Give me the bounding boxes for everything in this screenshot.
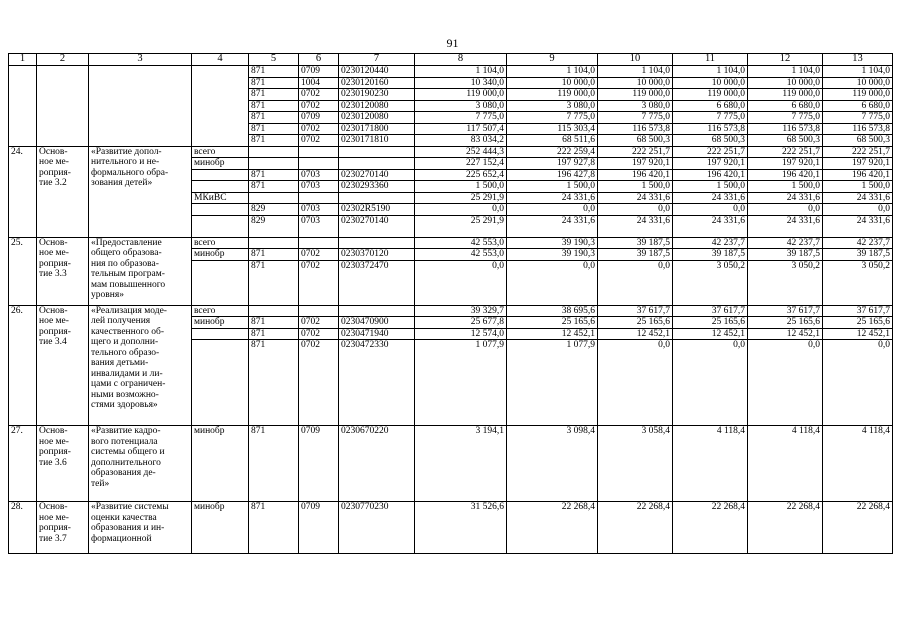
amount-cell: 116 573,8	[823, 123, 893, 135]
budget-code-cell: 871	[249, 89, 299, 101]
activity-type-cell: Основ- ное ме- роприя- тие 3.6	[37, 426, 89, 502]
amount-cell: 3 050,2	[748, 260, 823, 305]
budget-code-cell: 871	[249, 260, 299, 305]
executor-cell: всего	[192, 305, 249, 317]
amount-cell: 10 000,0	[598, 77, 673, 89]
amount-cell: 37 617,7	[748, 305, 823, 317]
amount-cell: 7 775,0	[748, 112, 823, 124]
budget-code-cell	[249, 237, 299, 249]
amount-cell: 22 268,4	[598, 502, 673, 554]
amount-cell: 24 331,6	[507, 192, 598, 204]
amount-cell: 12 574,0	[415, 328, 507, 340]
target-code-cell: 0230270140	[339, 169, 415, 181]
amount-cell: 252 444,3	[415, 146, 507, 158]
amount-cell: 222 251,7	[673, 146, 748, 158]
amount-cell: 39 190,3	[507, 249, 598, 261]
amount-cell: 25 165,6	[598, 317, 673, 329]
amount-cell: 39 187,5	[673, 249, 748, 261]
target-code-cell: 0230120080	[339, 112, 415, 124]
section-code-cell: 0702	[299, 328, 339, 340]
activity-name-cell: «Реализация моде- лей получения качественного об- щего и дополни- тельного образо- вания детьми- инвалидами и ли- цами с ограничен- ными возможно- стями здоровья»	[89, 305, 192, 426]
amount-cell: 119 000,0	[415, 89, 507, 101]
section-code-cell: 0703	[299, 215, 339, 237]
amount-cell: 1 500,0	[748, 181, 823, 193]
section-code-cell: 0703	[299, 181, 339, 193]
section-code-cell	[299, 158, 339, 170]
page-number: 91	[446, 36, 459, 50]
amount-cell: 37 617,7	[823, 305, 893, 317]
amount-cell: 25 165,6	[507, 317, 598, 329]
activity-type-cell: Основ- ное ме- роприя- тие 3.4	[37, 305, 89, 426]
amount-cell: 0,0	[415, 204, 507, 216]
target-code-cell: 0230270140	[339, 215, 415, 237]
target-code-cell: 0230370120	[339, 249, 415, 261]
header-cell: 1	[9, 54, 37, 66]
amount-cell: 25 165,6	[823, 317, 893, 329]
header-cell: 6	[299, 54, 339, 66]
section-code-cell: 1004	[299, 77, 339, 89]
amount-cell: 1 104,0	[673, 66, 748, 78]
target-code-cell: 0230471940	[339, 328, 415, 340]
header-cell: 9	[507, 54, 598, 66]
amount-cell: 3 050,2	[673, 260, 748, 305]
executor-cell	[192, 204, 249, 216]
amount-cell: 22 268,4	[823, 502, 893, 554]
section-code-cell: 0702	[299, 260, 339, 305]
amount-cell: 68 511,6	[507, 135, 598, 147]
row-number-cell	[9, 66, 37, 147]
executor-cell: минобр	[192, 426, 249, 502]
amount-cell: 0,0	[598, 260, 673, 305]
target-code-cell: 0230770230	[339, 502, 415, 554]
activity-name-cell: «Развитие допол- нительного и не- формального обра- зования детей»	[89, 146, 192, 237]
amount-cell: 0,0	[748, 204, 823, 216]
amount-cell: 0,0	[673, 340, 748, 426]
section-code-cell: 0709	[299, 112, 339, 124]
budget-code-cell: 871	[249, 328, 299, 340]
target-code-cell: 0230470900	[339, 317, 415, 329]
target-code-cell	[339, 158, 415, 170]
executor-cell: минобр	[192, 158, 249, 170]
budget-code-cell: 871	[249, 502, 299, 554]
target-code-cell: 0230190230	[339, 89, 415, 101]
activity-name-cell	[89, 66, 192, 147]
section-code-cell	[299, 146, 339, 158]
amount-cell: 1 500,0	[673, 181, 748, 193]
target-code-cell: 0230120080	[339, 100, 415, 112]
section-code-cell: 0702	[299, 249, 339, 261]
amount-cell: 7 775,0	[507, 112, 598, 124]
amount-cell: 68 500,3	[748, 135, 823, 147]
amount-cell: 38 695,6	[507, 305, 598, 317]
budget-code-cell: 871	[249, 135, 299, 147]
executor-cell	[192, 340, 249, 426]
activity-name-cell: «Развитие системы оценки качества образования и ин- формационной	[89, 502, 192, 554]
section-code-cell: 0702	[299, 123, 339, 135]
amount-cell: 10 340,0	[415, 77, 507, 89]
amount-cell: 24 331,6	[823, 215, 893, 237]
budget-code-cell	[249, 158, 299, 170]
amount-cell: 197 927,8	[507, 158, 598, 170]
amount-cell: 68 500,3	[598, 135, 673, 147]
activity-type-cell: Основ- ное ме- роприя- тие 3.2	[37, 146, 89, 237]
executor-cell	[192, 215, 249, 237]
budget-table	[8, 53, 893, 554]
table-row	[9, 146, 893, 158]
activity-name-cell: «Предоставление общего образова- ния по образова- тельным програм- мам повышенного уровня»	[89, 237, 192, 305]
target-code-cell	[339, 192, 415, 204]
header-row	[9, 54, 893, 66]
header-cell: 8	[415, 54, 507, 66]
amount-cell: 12 452,1	[598, 328, 673, 340]
table-row	[9, 305, 893, 317]
amount-cell: 37 617,7	[598, 305, 673, 317]
budget-code-cell	[249, 305, 299, 317]
amount-cell: 24 331,6	[507, 215, 598, 237]
executor-cell	[192, 181, 249, 193]
amount-cell: 24 331,6	[748, 215, 823, 237]
executor-cell: минобр	[192, 502, 249, 554]
amount-cell: 22 268,4	[673, 502, 748, 554]
budget-code-cell	[249, 192, 299, 204]
amount-cell: 225 652,4	[415, 169, 507, 181]
target-code-cell: 0230120440	[339, 66, 415, 78]
table-row	[9, 66, 893, 78]
target-code-cell: 0230171810	[339, 135, 415, 147]
amount-cell: 1 077,9	[507, 340, 598, 426]
amount-cell: 10 000,0	[748, 77, 823, 89]
executor-cell: минобр	[192, 317, 249, 329]
budget-code-cell: 871	[249, 340, 299, 426]
amount-cell: 68 500,3	[673, 135, 748, 147]
executor-cell: всего	[192, 146, 249, 158]
amount-cell: 1 500,0	[598, 181, 673, 193]
budget-code-cell: 871	[249, 123, 299, 135]
target-code-cell: 0230372470	[339, 260, 415, 305]
section-code-cell: 0703	[299, 169, 339, 181]
amount-cell: 119 000,0	[823, 89, 893, 101]
amount-cell: 25 291,9	[415, 215, 507, 237]
amount-cell: 4 118,4	[823, 426, 893, 502]
amount-cell: 39 187,5	[598, 237, 673, 249]
amount-cell: 1 077,9	[415, 340, 507, 426]
amount-cell: 0,0	[748, 340, 823, 426]
amount-cell: 22 268,4	[748, 502, 823, 554]
amount-cell: 6 680,0	[823, 100, 893, 112]
amount-cell: 0,0	[598, 340, 673, 426]
target-code-cell: 0230171800	[339, 123, 415, 135]
amount-cell: 3 098,4	[507, 426, 598, 502]
section-code-cell	[299, 305, 339, 317]
amount-cell: 119 000,0	[748, 89, 823, 101]
section-code-cell	[299, 237, 339, 249]
table-row	[9, 237, 893, 249]
table-row	[9, 502, 893, 554]
amount-cell: 22 268,4	[507, 502, 598, 554]
amount-cell: 119 000,0	[673, 89, 748, 101]
executor-cell	[192, 260, 249, 305]
executor-cell	[192, 66, 249, 147]
amount-cell: 42 237,7	[748, 237, 823, 249]
budget-code-cell: 871	[249, 317, 299, 329]
section-code-cell	[299, 192, 339, 204]
amount-cell: 116 573,8	[748, 123, 823, 135]
amount-cell: 197 920,1	[748, 158, 823, 170]
section-code-cell: 0702	[299, 89, 339, 101]
amount-cell: 24 331,6	[673, 215, 748, 237]
amount-cell: 42 553,0	[415, 249, 507, 261]
amount-cell: 7 775,0	[598, 112, 673, 124]
section-code-cell: 0709	[299, 66, 339, 78]
amount-cell: 1 500,0	[823, 181, 893, 193]
amount-cell: 39 187,5	[598, 249, 673, 261]
activity-type-cell: Основ- ное ме- роприя- тие 3.3	[37, 237, 89, 305]
amount-cell: 196 427,8	[507, 169, 598, 181]
budget-code-cell: 871	[249, 66, 299, 78]
section-code-cell: 0702	[299, 135, 339, 147]
amount-cell: 0,0	[507, 204, 598, 216]
budget-code-cell: 871	[249, 249, 299, 261]
budget-code-cell: 871	[249, 100, 299, 112]
header-cell: 7	[339, 54, 415, 66]
amount-cell: 10 000,0	[823, 77, 893, 89]
header-cell: 4	[192, 54, 249, 66]
header-cell: 12	[748, 54, 823, 66]
executor-cell	[192, 169, 249, 181]
amount-cell: 24 331,6	[598, 215, 673, 237]
amount-cell: 24 331,6	[823, 192, 893, 204]
row-number-cell: 26.	[9, 305, 37, 426]
executor-cell	[192, 328, 249, 340]
row-number-cell: 25.	[9, 237, 37, 305]
activity-name-cell: «Развитие кадро- вого потенциала системы общего и дополнительного образования де- тей»	[89, 426, 192, 502]
amount-cell: 39 187,5	[823, 249, 893, 261]
amount-cell: 3 080,0	[598, 100, 673, 112]
amount-cell: 37 617,7	[673, 305, 748, 317]
amount-cell: 7 775,0	[823, 112, 893, 124]
amount-cell: 39 190,3	[507, 237, 598, 249]
amount-cell: 4 118,4	[673, 426, 748, 502]
activity-type-cell: Основ- ное ме- роприя- тие 3.7	[37, 502, 89, 554]
amount-cell: 115 303,4	[507, 123, 598, 135]
amount-cell: 68 500,3	[823, 135, 893, 147]
header-cell: 3	[89, 54, 192, 66]
amount-cell: 25 291,9	[415, 192, 507, 204]
budget-code-cell: 871	[249, 181, 299, 193]
target-code-cell	[339, 146, 415, 158]
amount-cell: 222 259,4	[507, 146, 598, 158]
header-cell: 13	[823, 54, 893, 66]
amount-cell: 12 452,1	[823, 328, 893, 340]
executor-cell: всего	[192, 237, 249, 249]
row-number-cell: 28.	[9, 502, 37, 554]
amount-cell: 83 034,2	[415, 135, 507, 147]
amount-cell: 116 573,8	[598, 123, 673, 135]
amount-cell: 0,0	[598, 204, 673, 216]
target-code-cell: 0230472330	[339, 340, 415, 426]
amount-cell: 222 251,7	[598, 146, 673, 158]
budget-code-cell	[249, 146, 299, 158]
table-row	[9, 426, 893, 502]
amount-cell: 1 500,0	[415, 181, 507, 193]
amount-cell: 1 104,0	[507, 66, 598, 78]
amount-cell: 6 680,0	[748, 100, 823, 112]
amount-cell: 119 000,0	[507, 89, 598, 101]
amount-cell: 42 237,7	[823, 237, 893, 249]
section-code-cell: 0702	[299, 340, 339, 426]
amount-cell: 1 104,0	[823, 66, 893, 78]
budget-code-cell: 871	[249, 112, 299, 124]
section-code-cell: 0702	[299, 317, 339, 329]
amount-cell: 24 331,6	[598, 192, 673, 204]
amount-cell: 12 452,1	[507, 328, 598, 340]
header-cell: 5	[249, 54, 299, 66]
budget-code-cell: 829	[249, 215, 299, 237]
amount-cell: 1 500,0	[507, 181, 598, 193]
amount-cell: 0,0	[415, 260, 507, 305]
target-code-cell	[339, 305, 415, 317]
amount-cell: 24 331,6	[748, 192, 823, 204]
amount-cell: 24 331,6	[673, 192, 748, 204]
amount-cell: 42 237,7	[673, 237, 748, 249]
amount-cell: 12 452,1	[673, 328, 748, 340]
amount-cell: 0,0	[673, 204, 748, 216]
section-code-cell: 0709	[299, 426, 339, 502]
amount-cell: 222 251,7	[748, 146, 823, 158]
amount-cell: 31 526,6	[415, 502, 507, 554]
amount-cell: 0,0	[823, 204, 893, 216]
section-code-cell: 0709	[299, 502, 339, 554]
amount-cell: 222 251,7	[823, 146, 893, 158]
header-cell: 10	[598, 54, 673, 66]
activity-type-cell	[37, 66, 89, 147]
amount-cell: 227 152,4	[415, 158, 507, 170]
amount-cell: 1 104,0	[598, 66, 673, 78]
budget-code-cell: 871	[249, 169, 299, 181]
row-number-cell: 27.	[9, 426, 37, 502]
header-cell: 2	[37, 54, 89, 66]
amount-cell: 39 187,5	[748, 249, 823, 261]
amount-cell: 6 680,0	[673, 100, 748, 112]
amount-cell: 1 104,0	[748, 66, 823, 78]
executor-cell: минобр	[192, 249, 249, 261]
amount-cell: 3 050,2	[823, 260, 893, 305]
amount-cell: 25 677,8	[415, 317, 507, 329]
amount-cell: 7 775,0	[415, 112, 507, 124]
amount-cell: 10 000,0	[673, 77, 748, 89]
amount-cell: 4 118,4	[748, 426, 823, 502]
amount-cell: 42 553,0	[415, 237, 507, 249]
amount-cell: 119 000,0	[598, 89, 673, 101]
budget-code-cell: 871	[249, 77, 299, 89]
amount-cell: 116 573,8	[673, 123, 748, 135]
target-code-cell: 0230670220	[339, 426, 415, 502]
amount-cell: 25 165,6	[748, 317, 823, 329]
section-code-cell: 0702	[299, 100, 339, 112]
amount-cell: 10 000,0	[507, 77, 598, 89]
target-code-cell: 02302R5190	[339, 204, 415, 216]
amount-cell: 3 080,0	[507, 100, 598, 112]
amount-cell: 196 420,1	[823, 169, 893, 181]
target-code-cell: 0230120160	[339, 77, 415, 89]
amount-cell: 12 452,1	[748, 328, 823, 340]
amount-cell: 196 420,1	[598, 169, 673, 181]
amount-cell: 117 507,4	[415, 123, 507, 135]
amount-cell: 7 775,0	[673, 112, 748, 124]
amount-cell: 39 329,7	[415, 305, 507, 317]
target-code-cell	[339, 237, 415, 249]
amount-cell: 0,0	[507, 260, 598, 305]
amount-cell: 3 058,4	[598, 426, 673, 502]
budget-code-cell: 871	[249, 426, 299, 502]
amount-cell: 197 920,1	[823, 158, 893, 170]
amount-cell: 3 194,1	[415, 426, 507, 502]
executor-cell: МКиВС	[192, 192, 249, 204]
amount-cell: 196 420,1	[748, 169, 823, 181]
target-code-cell: 0230293360	[339, 181, 415, 193]
amount-cell: 197 920,1	[673, 158, 748, 170]
amount-cell: 25 165,6	[673, 317, 748, 329]
row-number-cell: 24.	[9, 146, 37, 237]
amount-cell: 1 104,0	[415, 66, 507, 78]
section-code-cell: 0703	[299, 204, 339, 216]
header-cell: 11	[673, 54, 748, 66]
budget-code-cell: 829	[249, 204, 299, 216]
amount-cell: 197 920,1	[598, 158, 673, 170]
amount-cell: 196 420,1	[673, 169, 748, 181]
amount-cell: 3 080,0	[415, 100, 507, 112]
amount-cell: 0,0	[823, 340, 893, 426]
